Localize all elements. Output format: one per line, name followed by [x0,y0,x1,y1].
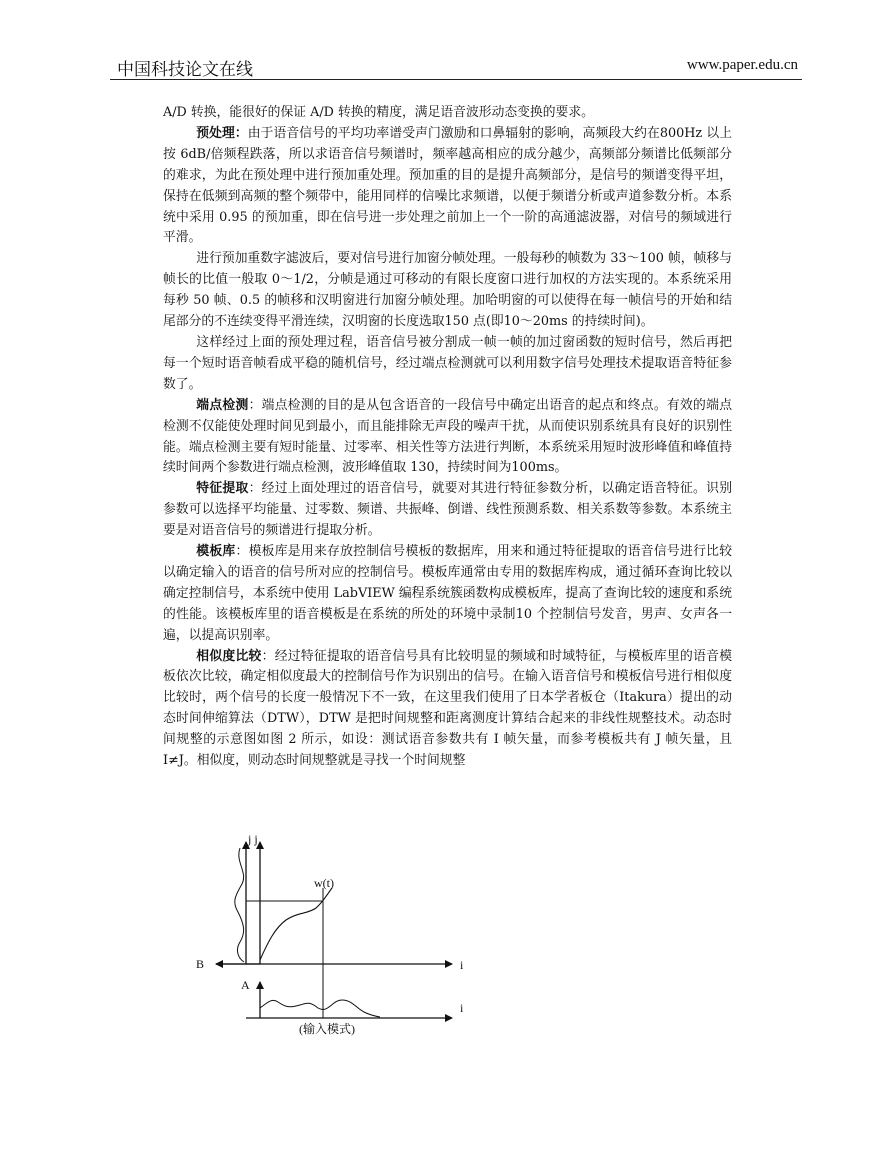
paragraph-title: 特征提取 [196,481,249,497]
paragraph-title: 端点检测 [196,397,249,413]
axis-label-i-top: i [460,958,464,972]
dtw-figure [180,832,480,1042]
paragraph: 进行预加重数字滤波后，要对信号进行加窗分帧处理。一般每秒的帧数为 33～100 帧，帧移与帧长的比值一般取 0～1/2，分帧是通过可移动的有限长度窗口进行加权的方法实现的。本系统采用每秒 50 帧、0.5 的帧移和汉明窗进行加窗分帧处理。加哈明窗的可以使得在每一帧信号的开始和结尾部分的不连续变得平滑连续，汉明窗的长度选取150 点(即10～20ms 的持续时间)。 [163,251,732,330]
axis-label-b: B [196,957,205,971]
paragraph: 特征提取：经过上面处理过的语音信号，就要对其进行特征参数分析，以确定语音特征。识别参数可以选择平均能量、过零数、频谱、共振峰、倒谱、线性预测系数、相关系数等参数。本系统主要是对语音信号的频谱进行提取分析。 [163,481,733,539]
body-text [163,103,732,772]
figure-caption: (输入模式) [299,1022,355,1036]
paragraph-title: 相似度比较 [196,648,262,664]
paragraph: 这样经过上面的预处理过程，语音信号被分割成一帧一帧的加过窗函数的短时信号，然后再把每一个短时语音帧看成平稳的随机信号，经过端点检测就可以利用数字信号处理技术提取语音特征参数了。 [163,334,732,392]
paragraph: 模板库：模板库是用来存放控制信号模板的数据库，用来和通过特征提取的语音信号进行比较以确定输入的语音的信号所对应的控制信号。模板库通常由专用的数据库构成，通过循环查询比较以确定控制信号，本系统中使用 LabVIEW 编程系统簇函数构成模板库，提高了查询比较的速度和系统的性能。该模板库里的语音模板是在系统的所处的环境中录制10 个控制信号发音，男声、女声各一遍，以提高识别率。 [163,544,733,643]
paragraph: A/D 转换，能很好的保证 A/D 转换的精度，满足语音波形动态变换的要求。 [163,105,594,120]
header-url: www.paper.edu.cn [686,57,798,73]
axis-label-jj: j j [248,832,258,846]
paragraph: 相似度比较：经过特征提取的语音信号具有比较明显的频域和时域特征，与模板库里的语音模板依次比较，确定相似度最大的控制信号作为识别出的信号。在输入语音信号和模板信号进行相似度比较时，两个信号的长度一般情况下不一致，在这里我们使用了日本学者板仓（Itakura）提出的动态时间伸缩算法（DTW），DTW 是把时间规整和距离测度计算结合起来的非线性规整技术。动态时间规整的示意图如图 2 所示，如设：测试语音参数共有 I 帧矢量，而参考模板共有 J 帧矢量，且 I≠J。相似度，则动态时间规整就是寻找一个时间规整 [163,648,733,769]
axis-label-a: A [241,978,250,992]
header-site-name: 中国科技论文在线 [117,60,253,80]
paragraph-title: 模板库 [196,544,236,560]
axis-label-i-bottom: i [460,1001,464,1015]
reference-signal-curve [235,848,244,962]
dtw-diagram [180,832,480,1042]
paragraph-title: 预处理： [196,125,248,141]
header-divider [110,79,802,80]
warping-curve [260,888,332,960]
input-signal-curve [260,1000,380,1017]
curve-label-wt: w(t) [314,876,334,890]
paragraph: 端点检测：端点检测的目的是从包含语音的一段信号中确定出语音的起点和终点。有效的端点检测不仅能使处理时间见到最小，而且能排除无声段的噪声干扰，从而使识别系统具有良好的识别性能。端点检测主要有短时能量、过零率、相关性等方法进行判断，本系统采用短时波形峰值和峰值持续时间两个参数进行端点检测，波形峰值取 130，持续时间为100ms。 [163,397,733,476]
paragraph: 预处理：由于语音信号的平均功率谱受声门激励和口鼻辐射的影响，高频段大约在800Hz 以上按 6dB/倍频程跌落，所以求语音信号频谱时，频率越高相应的成分越少，高频部分频谱比低频部分的难求，为此在预处理中进行预加重处理。预加重的目的是提升高频部分，是信号的频谱变得平坦，保持在低频到高频的整个频带中，能用同样的信噪比求频谱，以便于频谱分析或声道参数分析。本系统中采用 0.95 的预加重，即在信号进一步处理之前加上一个一阶的高通滤波器，对信号的频域进行平滑。 [163,125,732,246]
